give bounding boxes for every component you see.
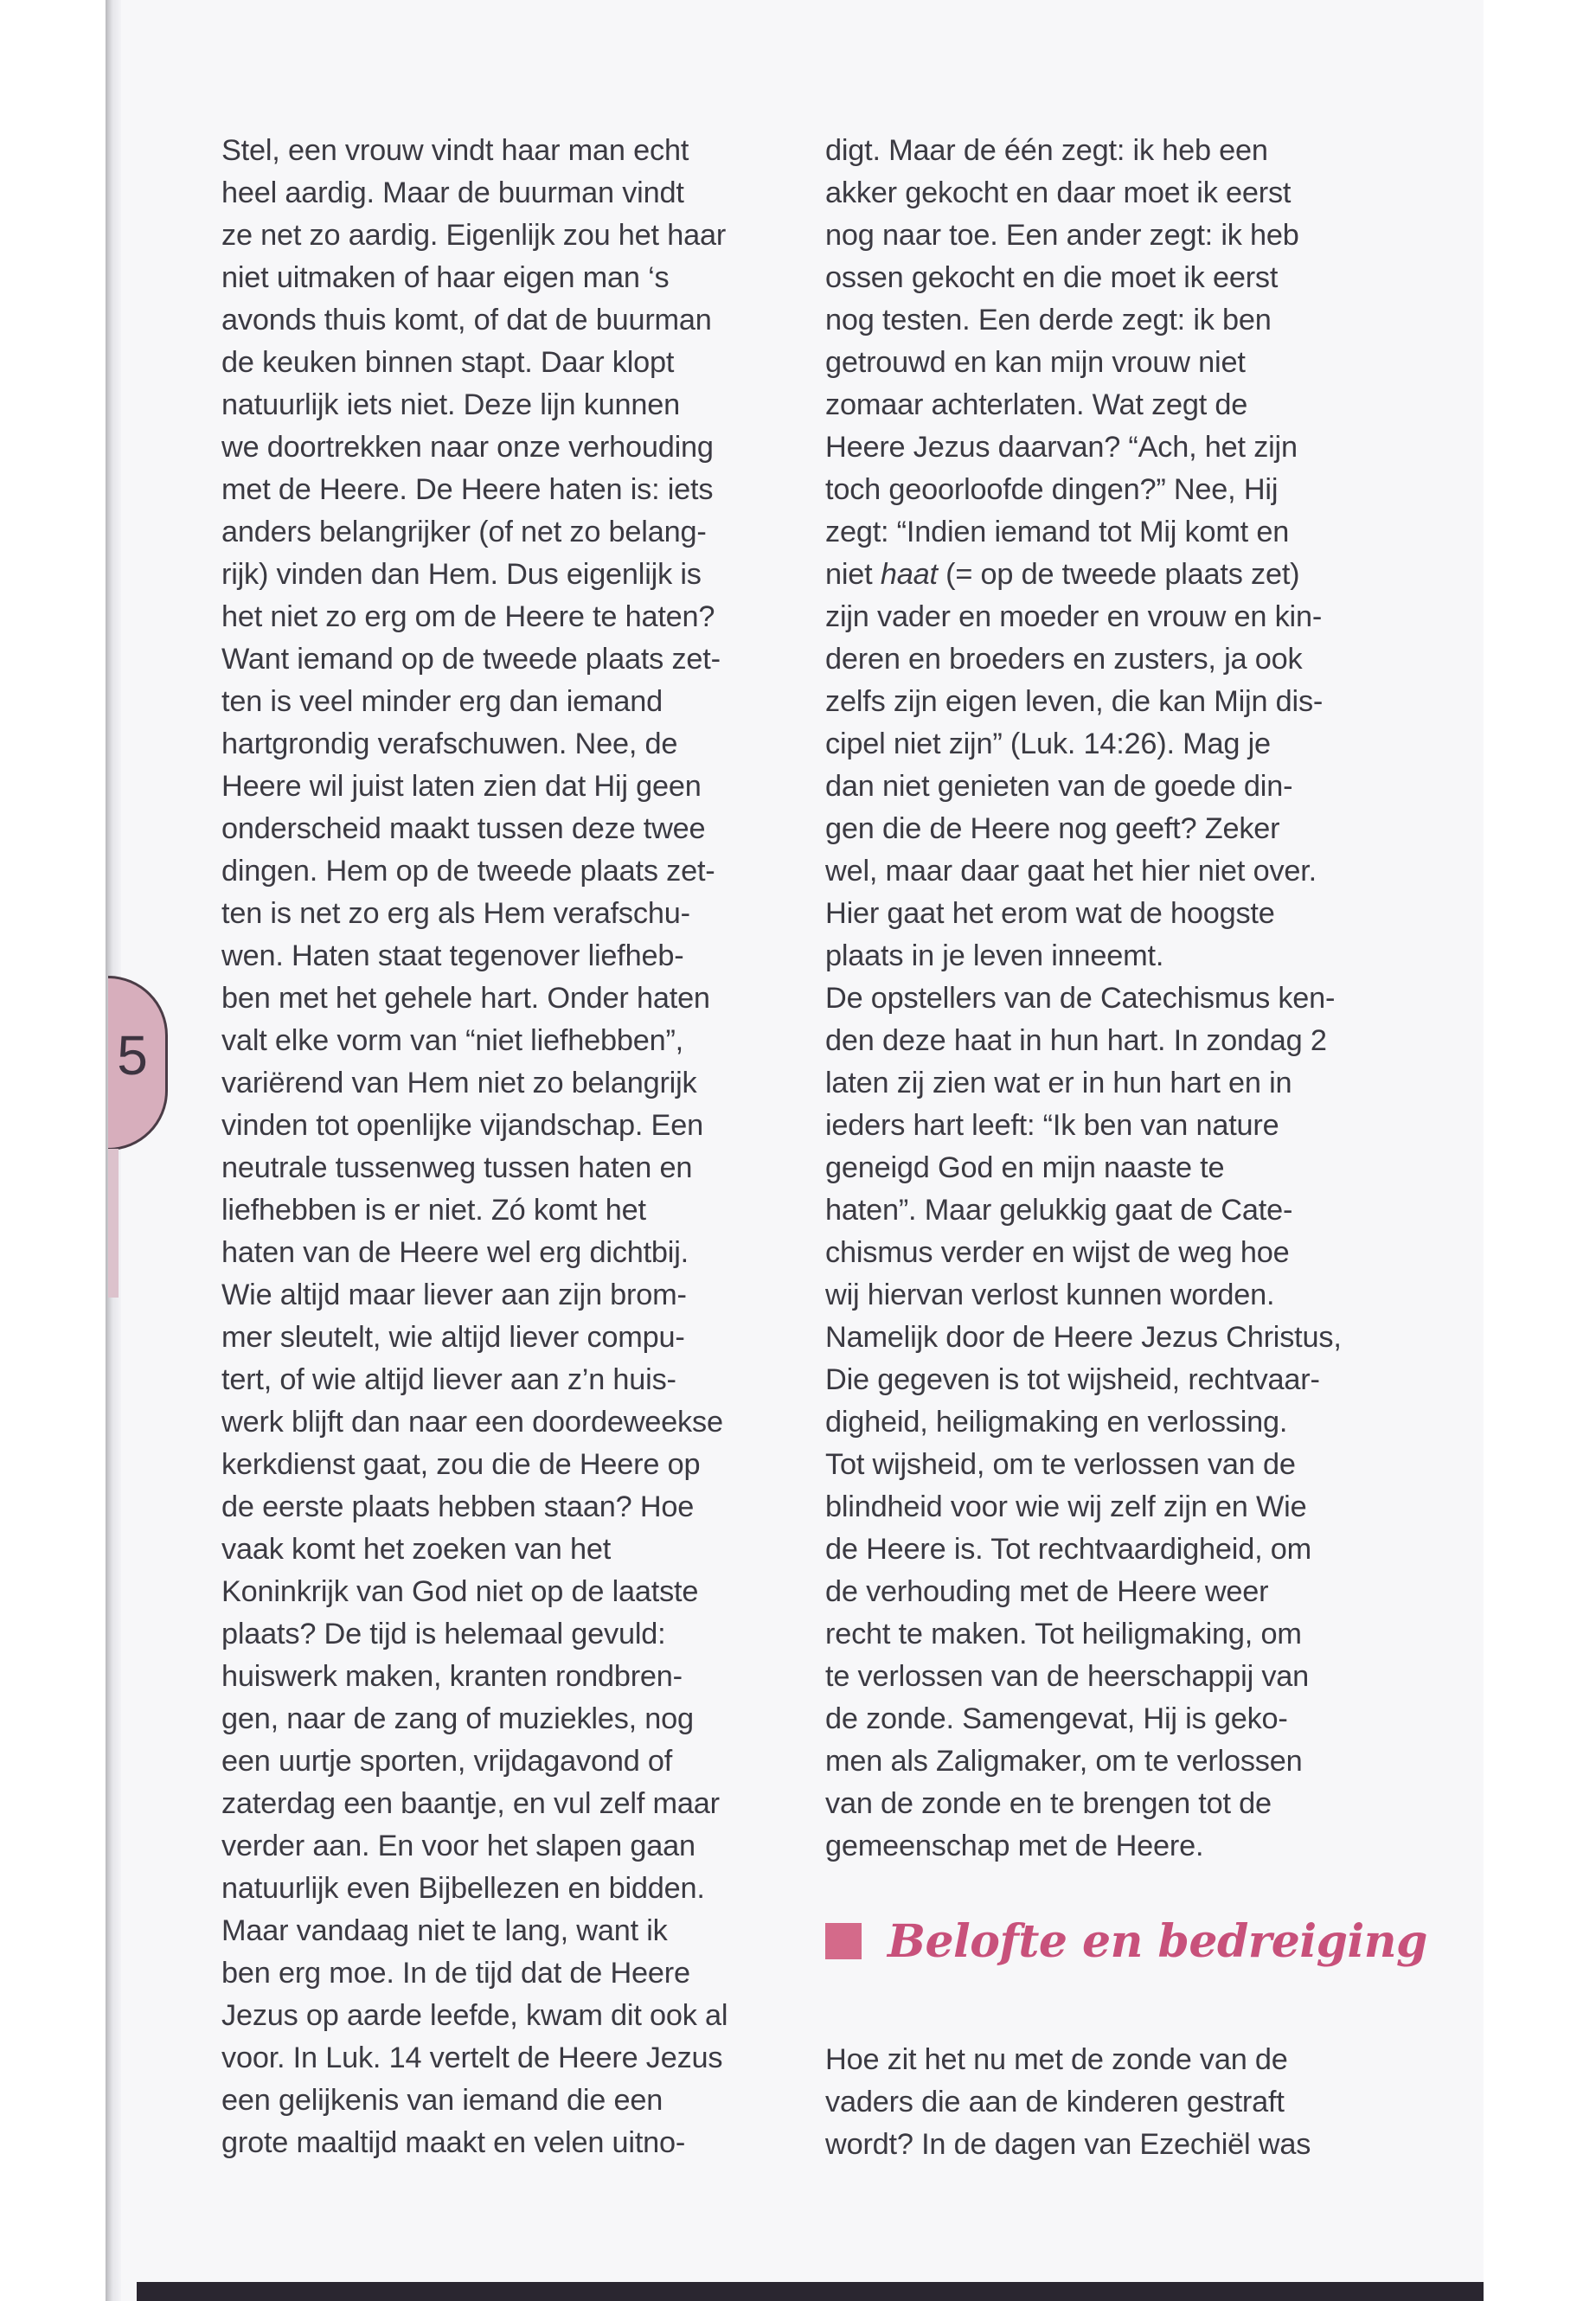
text-line: men als Zaligmaker, om te verlossen xyxy=(825,1745,1303,1778)
text-line: cipel niet zijn” (Luk. 14:26). Mag je xyxy=(825,727,1271,760)
text-line: nog testen. Een derde zegt: ik ben xyxy=(825,304,1272,336)
text-line: ieders hart leeft: “Ik ben van nature xyxy=(825,1109,1279,1142)
text-line: akker gekocht en daar moet ik eerst xyxy=(825,176,1292,209)
text-line: ten is net zo erg als Hem verafschu- xyxy=(221,897,690,930)
text-line: Die gegeven is tot wijsheid, rechtvaar- xyxy=(825,1363,1320,1396)
chapter-tab-number: 5 xyxy=(117,1024,148,1086)
text-line: Hoe zit het nu met de zonde van de xyxy=(825,2043,1288,2076)
right-column-bottom-lines xyxy=(825,2039,1379,2166)
text-line: rijk) vinden dan Hem. Dus eigenlijk is xyxy=(221,558,702,591)
text-line: dingen. Hem op de tweede plaats zet- xyxy=(221,855,715,888)
text-line: haten”. Maar gelukkig gaat de Cate- xyxy=(825,1194,1293,1227)
text-line: zaterdag een baantje, en vul zelf maar xyxy=(221,1787,720,1820)
text-line: een gelijkenis van iemand die een xyxy=(221,2084,663,2117)
text-line: nog naar toe. Een ander zegt: ik heb xyxy=(825,219,1299,252)
text-line: wordt? In de dagen van Ezechiël was xyxy=(825,2128,1311,2161)
text-line: de verhouding met de Heere weer xyxy=(825,1575,1269,1608)
section-heading xyxy=(825,1868,1427,2015)
text-line: ben met het gehele hart. Onder haten xyxy=(221,982,710,1015)
text-line: natuurlijk iets niet. Deze lijn kunnen xyxy=(221,388,681,421)
right-text-column xyxy=(825,130,1427,2166)
text-line: wel, maar daar gaat het hier niet over. xyxy=(825,855,1317,888)
text-line: wij hiervan verlost kunnen worden. xyxy=(825,1279,1275,1311)
text-line: gen, naar de zang of muziekles, nog xyxy=(221,1702,694,1735)
text-line: De opstellers van de Catechismus ken- xyxy=(825,982,1336,1015)
text-line: gemeenschap met de Heere. xyxy=(825,1830,1204,1862)
text-line: Heere Jezus daarvan? “Ach, het zijn xyxy=(825,431,1298,464)
text-line: zelfs zijn eigen leven, die kan Mijn dis- xyxy=(825,685,1324,718)
text-line: vinden tot openlijke vijandschap. Een xyxy=(221,1109,703,1142)
text-line: de zonde. Samengevat, Hij is geko- xyxy=(825,1702,1288,1735)
text-line: zijn vader en moeder en vrouw en kin- xyxy=(825,600,1323,633)
text-line: van de zonde en te brengen tot de xyxy=(825,1787,1272,1820)
text-line: Want iemand op de tweede plaats zet- xyxy=(221,643,721,676)
text-line: het niet zo erg om de Heere te haten? xyxy=(221,600,715,633)
text-line: verder aan. En voor het slapen gaan xyxy=(221,1830,695,1862)
text-line: laten zij zien wat er in hun hart en in xyxy=(825,1067,1292,1099)
text-line: gen die de Heere nog geeft? Zeker xyxy=(825,812,1280,845)
text-line: voor. In Luk. 14 vertelt de Heere Jezus xyxy=(221,2041,723,2074)
text-line: de Heere is. Tot rechtvaardigheid, om xyxy=(825,1533,1311,1566)
text-line: Maar vandaag niet te lang, want ik xyxy=(221,1914,668,1947)
chapter-tab-strip xyxy=(108,1149,119,1298)
scan-margin-left xyxy=(0,0,112,2301)
haat-line-emphasis: haat xyxy=(880,558,938,591)
text-line: digheid, heiligmaking en verlossing. xyxy=(825,1406,1288,1439)
text-line: Koninkrijk van God niet op de laatste xyxy=(221,1575,699,1608)
haat-line xyxy=(825,554,1379,596)
text-line: te verlossen van de heerschappij van xyxy=(825,1660,1310,1693)
text-line: chismus verder en wijst de weg hoe xyxy=(825,1236,1290,1269)
text-line: blindheid voor wie wij zelf zijn en Wie xyxy=(825,1490,1307,1523)
text-line: onderscheid maakt tussen deze twee xyxy=(221,812,706,845)
text-line: avonds thuis komt, of dat de buurman xyxy=(221,304,712,336)
text-line: grote maaltijd maakt en velen uitno- xyxy=(221,2126,686,2159)
page-bottom-edge xyxy=(137,2282,1484,2301)
text-line: heel aardig. Maar de buurman vindt xyxy=(221,176,684,209)
text-line: kerkdienst gaat, zou die de Heere op xyxy=(221,1448,701,1481)
text-line: dan niet genieten van de goede din- xyxy=(825,770,1293,803)
text-line: mer sleutelt, wie altijd liever compu- xyxy=(221,1321,685,1354)
right-column-top-lines xyxy=(825,130,1379,554)
text-line: neutrale tussenweg tussen haten en xyxy=(221,1151,693,1184)
text-line: Tot wijsheid, om te verlossen van de xyxy=(825,1448,1296,1481)
text-line: ossen gekocht en die moet ik eerst xyxy=(825,261,1279,294)
haat-line-after: (= op de tweede plaats zet) xyxy=(937,558,1300,591)
text-line: geneigd God en mijn naaste te xyxy=(825,1151,1225,1184)
text-line: variërend van Hem niet zo belangrijk xyxy=(221,1067,697,1099)
text-line: de eerste plaats hebben staan? Hoe xyxy=(221,1490,695,1523)
text-line: getrouwd en kan mijn vrouw niet xyxy=(825,346,1246,379)
text-line: met de Heere. De Heere haten is: iets xyxy=(221,473,714,506)
text-line: Heere wil juist laten zien dat Hij geen xyxy=(221,770,702,803)
left-text-column xyxy=(221,130,775,2164)
text-line: Namelijk door de Heere Jezus Christus, xyxy=(825,1321,1342,1354)
haat-line-before: niet xyxy=(825,558,881,591)
text-line: deren en broeders en zusters, ja ook xyxy=(825,643,1303,676)
text-line: natuurlijk even Bijbellezen en bidden. xyxy=(221,1872,705,1905)
text-line: vaak komt het zoeken van het xyxy=(221,1533,612,1566)
text-line: recht te maken. Tot heiligmaking, om xyxy=(825,1618,1302,1650)
text-line: huiswerk maken, kranten rondbren- xyxy=(221,1660,683,1693)
right-column-middle-lines xyxy=(825,596,1379,1868)
text-line: digt. Maar de één zegt: ik heb een xyxy=(825,134,1268,167)
text-line: de keuken binnen stapt. Daar klopt xyxy=(221,346,675,379)
heading-spacer xyxy=(825,2015,1379,2039)
text-line: haten van de Heere wel erg dichtbij. xyxy=(221,1236,689,1269)
text-line: tert, of wie altijd liever aan z’n huis- xyxy=(221,1363,676,1396)
section-heading-text: Belofte en bedreiging xyxy=(888,1914,1427,1968)
text-line: liefhebben is er niet. Zó komt het xyxy=(221,1194,646,1227)
text-line: hartgrondig verafschuwen. Nee, de xyxy=(221,727,678,760)
text-line: Hier gaat het erom wat de hoogste xyxy=(825,897,1275,930)
text-line: plaats? De tijd is helemaal gevuld: xyxy=(221,1618,666,1650)
text-line: valt elke vorm van “niet liefhebben”, xyxy=(221,1024,683,1057)
text-line: zegt: “Indien iemand tot Mij komt en xyxy=(825,516,1290,548)
text-line: toch geoorloofde dingen?” Nee, Hij xyxy=(825,473,1279,506)
text-line: anders belangrijker (of net zo belang- xyxy=(221,516,707,548)
text-line: ben erg moe. In de tijd dat de Heere xyxy=(221,1957,690,1990)
text-line: Jezus op aarde leefde, kwam dit ook al xyxy=(221,1999,728,2032)
text-line: den deze haat in hun hart. In zondag 2 xyxy=(825,1024,1327,1057)
text-line: zomaar achterlaten. Wat zegt de xyxy=(825,388,1248,421)
text-line: we doortrekken naar onze verhouding xyxy=(221,431,714,464)
text-line: niet uitmaken of haar eigen man ‘s xyxy=(221,261,670,294)
text-line: Stel, een vrouw vindt haar man echt xyxy=(221,134,689,167)
heading-square-icon xyxy=(825,1923,862,1959)
text-line: Wie altijd maar liever aan zijn brom- xyxy=(221,1279,687,1311)
text-line: plaats in je leven inneemt. xyxy=(825,939,1164,972)
text-line: werk blijft dan naar een doordeweekse xyxy=(221,1406,723,1439)
text-line: een uurtje sporten, vrijdagavond of xyxy=(221,1745,673,1778)
text-line: ten is veel minder erg dan iemand xyxy=(221,685,663,718)
scan-margin-right xyxy=(1484,0,1596,2301)
text-line: ze net zo aardig. Eigenlijk zou het haar xyxy=(221,219,727,252)
text-line: wen. Haten staat tegenover liefheb- xyxy=(221,939,684,972)
text-line: vaders die aan de kinderen gestraft xyxy=(825,2086,1285,2118)
